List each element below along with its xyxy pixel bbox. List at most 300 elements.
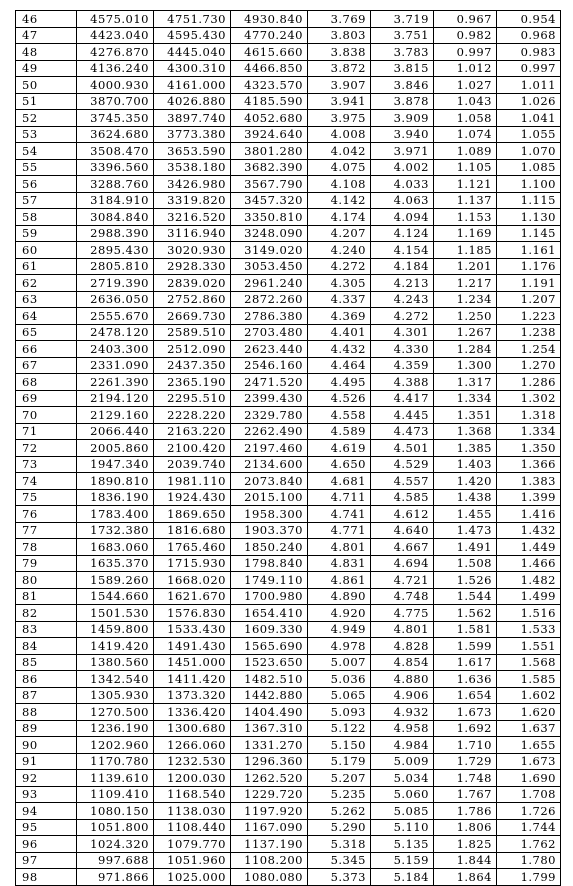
value-cell: 1380.560 <box>77 654 154 671</box>
value-cell: 1.729 <box>434 753 497 770</box>
value-cell: 2331.090 <box>77 357 154 374</box>
value-cell: 1668.020 <box>154 572 231 589</box>
value-cell: 4.042 <box>308 143 371 160</box>
row-index-cell: 96 <box>16 836 77 853</box>
value-cell: 4.831 <box>308 555 371 572</box>
value-cell: 1459.800 <box>77 621 154 638</box>
value-cell: 1300.680 <box>154 720 231 737</box>
value-cell: 1491.430 <box>154 638 231 655</box>
value-cell: 2073.840 <box>231 473 308 490</box>
value-cell: 4423.040 <box>77 27 154 44</box>
table-row <box>16 456 561 473</box>
value-cell: 4615.660 <box>231 44 308 61</box>
value-cell: 5.110 <box>371 819 434 836</box>
table-row <box>16 275 561 292</box>
value-cell: 1.508 <box>434 555 497 572</box>
table-row <box>16 390 561 407</box>
value-cell: 1.185 <box>434 242 497 259</box>
value-cell: 4.305 <box>308 275 371 292</box>
value-cell: 3745.350 <box>77 110 154 127</box>
value-cell: 5.179 <box>308 753 371 770</box>
table-row <box>16 539 561 556</box>
value-cell: 1523.650 <box>231 654 308 671</box>
value-cell: 0.997 <box>434 44 497 61</box>
value-cell: 4.432 <box>308 341 371 358</box>
row-index-cell: 52 <box>16 110 77 127</box>
value-cell: 3.719 <box>371 11 434 28</box>
table-row <box>16 555 561 572</box>
table-row <box>16 786 561 803</box>
row-index-cell: 65 <box>16 324 77 341</box>
value-cell: 3.872 <box>308 60 371 77</box>
value-cell: 1700.980 <box>231 588 308 605</box>
value-cell: 2669.730 <box>154 308 231 325</box>
value-cell: 1167.090 <box>231 819 308 836</box>
table-row <box>16 209 561 226</box>
value-cell: 1.602 <box>497 687 561 704</box>
value-cell: 4185.590 <box>231 93 308 110</box>
value-cell: 5.235 <box>308 786 371 803</box>
value-cell: 2546.160 <box>231 357 308 374</box>
value-cell: 4.741 <box>308 506 371 523</box>
value-cell: 1.043 <box>434 93 497 110</box>
value-cell: 1732.380 <box>77 522 154 539</box>
value-cell: 1.383 <box>497 473 561 490</box>
row-index-cell: 87 <box>16 687 77 704</box>
row-index-cell: 50 <box>16 77 77 94</box>
table-row <box>16 638 561 655</box>
value-cell: 3.878 <box>371 93 434 110</box>
value-cell: 1.636 <box>434 671 497 688</box>
value-cell: 5.345 <box>308 852 371 869</box>
value-cell: 4.890 <box>308 588 371 605</box>
value-cell: 1.544 <box>434 588 497 605</box>
value-cell: 2005.860 <box>77 440 154 457</box>
value-cell: 1.105 <box>434 159 497 176</box>
value-cell: 2129.160 <box>77 407 154 424</box>
value-cell: 3.941 <box>308 93 371 110</box>
value-cell: 0.997 <box>497 60 561 77</box>
row-index-cell: 86 <box>16 671 77 688</box>
value-cell: 1.366 <box>497 456 561 473</box>
value-cell: 3457.320 <box>231 192 308 209</box>
value-cell: 1.710 <box>434 737 497 754</box>
value-cell: 2262.490 <box>231 423 308 440</box>
value-cell: 3426.980 <box>154 176 231 193</box>
value-cell: 1.581 <box>434 621 497 638</box>
value-cell: 4323.570 <box>231 77 308 94</box>
value-cell: 1.284 <box>434 341 497 358</box>
value-cell: 1654.410 <box>231 605 308 622</box>
value-cell: 3116.940 <box>154 225 231 242</box>
value-cell: 3.803 <box>308 27 371 44</box>
value-cell: 2399.430 <box>231 390 308 407</box>
row-index-cell: 67 <box>16 357 77 374</box>
value-cell: 1.585 <box>497 671 561 688</box>
value-cell: 3248.090 <box>231 225 308 242</box>
value-cell: 4751.730 <box>154 11 231 28</box>
table-row <box>16 60 561 77</box>
value-cell: 3.971 <box>371 143 434 160</box>
value-cell: 1.121 <box>434 176 497 193</box>
table-row <box>16 819 561 836</box>
value-cell: 1051.960 <box>154 852 231 869</box>
value-cell: 971.866 <box>77 869 154 886</box>
value-cell: 1924.430 <box>154 489 231 506</box>
value-cell: 4.495 <box>308 374 371 391</box>
table-row <box>16 110 561 127</box>
value-cell: 1533.430 <box>154 621 231 638</box>
value-cell: 4.984 <box>371 737 434 754</box>
value-cell: 4.094 <box>371 209 434 226</box>
value-cell: 2988.390 <box>77 225 154 242</box>
table-row <box>16 605 561 622</box>
value-cell: 4.854 <box>371 654 434 671</box>
value-cell: 3149.020 <box>231 242 308 259</box>
row-index-cell: 63 <box>16 291 77 308</box>
value-cell: 1.100 <box>497 176 561 193</box>
value-cell: 4.619 <box>308 440 371 457</box>
value-cell: 4.771 <box>308 522 371 539</box>
value-cell: 1.780 <box>497 852 561 869</box>
value-cell: 1404.490 <box>231 704 308 721</box>
table-row <box>16 473 561 490</box>
table-row <box>16 225 561 242</box>
value-cell: 4.473 <box>371 423 434 440</box>
value-cell: 1336.420 <box>154 704 231 721</box>
value-cell: 1.012 <box>434 60 497 77</box>
value-cell: 4.063 <box>371 192 434 209</box>
value-cell: 4.694 <box>371 555 434 572</box>
value-cell: 1890.810 <box>77 473 154 490</box>
value-cell: 1.058 <box>434 110 497 127</box>
value-cell: 3.846 <box>371 77 434 94</box>
value-cell: 3216.520 <box>154 209 231 226</box>
value-cell: 1168.540 <box>154 786 231 803</box>
row-index-cell: 70 <box>16 407 77 424</box>
value-cell: 4.557 <box>371 473 434 490</box>
value-cell: 1798.840 <box>231 555 308 572</box>
value-cell: 4.240 <box>308 242 371 259</box>
value-cell: 4930.840 <box>231 11 308 28</box>
value-cell: 3396.560 <box>77 159 154 176</box>
value-cell: 4.033 <box>371 176 434 193</box>
value-cell: 1.568 <box>497 654 561 671</box>
table-row <box>16 341 561 358</box>
value-cell: 2066.440 <box>77 423 154 440</box>
value-cell: 1836.190 <box>77 489 154 506</box>
row-index-cell: 94 <box>16 803 77 820</box>
value-cell: 1.786 <box>434 803 497 820</box>
value-cell: 3801.280 <box>231 143 308 160</box>
row-index-cell: 68 <box>16 374 77 391</box>
value-cell: 1411.420 <box>154 671 231 688</box>
value-cell: 4.272 <box>308 258 371 275</box>
value-cell: 4.008 <box>308 126 371 143</box>
value-cell: 1.806 <box>434 819 497 836</box>
table-row <box>16 258 561 275</box>
value-cell: 1.416 <box>497 506 561 523</box>
row-index-cell: 57 <box>16 192 77 209</box>
value-cell: 2228.220 <box>154 407 231 424</box>
table-row <box>16 753 561 770</box>
value-cell: 1609.330 <box>231 621 308 638</box>
value-cell: 997.688 <box>77 852 154 869</box>
row-index-cell: 51 <box>16 93 77 110</box>
value-cell: 3.815 <box>371 60 434 77</box>
value-cell: 5.159 <box>371 852 434 869</box>
row-index-cell: 92 <box>16 770 77 787</box>
value-cell: 1.334 <box>497 423 561 440</box>
value-cell: 1.169 <box>434 225 497 242</box>
row-index-cell: 72 <box>16 440 77 457</box>
value-cell: 4.801 <box>308 539 371 556</box>
value-cell: 2163.220 <box>154 423 231 440</box>
value-cell: 2872.260 <box>231 291 308 308</box>
row-index-cell: 90 <box>16 737 77 754</box>
value-cell: 4.721 <box>371 572 434 589</box>
row-index-cell: 97 <box>16 852 77 869</box>
value-cell: 0.983 <box>497 44 561 61</box>
table-row <box>16 77 561 94</box>
value-cell: 1.267 <box>434 324 497 341</box>
table-row <box>16 324 561 341</box>
value-cell: 4276.870 <box>77 44 154 61</box>
value-cell: 1.562 <box>434 605 497 622</box>
value-cell: 2786.380 <box>231 308 308 325</box>
value-cell: 1.473 <box>434 522 497 539</box>
value-cell: 3350.810 <box>231 209 308 226</box>
value-cell: 1.318 <box>497 407 561 424</box>
value-cell: 1482.510 <box>231 671 308 688</box>
value-cell: 1270.500 <box>77 704 154 721</box>
value-cell: 1749.110 <box>231 572 308 589</box>
table-row <box>16 93 561 110</box>
value-cell: 3053.450 <box>231 258 308 275</box>
row-index-cell: 73 <box>16 456 77 473</box>
value-cell: 4.243 <box>371 291 434 308</box>
value-cell: 4.359 <box>371 357 434 374</box>
table-row <box>16 357 561 374</box>
value-cell: 1.317 <box>434 374 497 391</box>
value-cell: 0.954 <box>497 11 561 28</box>
value-cell: 2928.330 <box>154 258 231 275</box>
value-cell: 1.350 <box>497 440 561 457</box>
value-cell: 1.673 <box>434 704 497 721</box>
row-index-cell: 60 <box>16 242 77 259</box>
table-body <box>16 11 561 886</box>
value-cell: 1816.680 <box>154 522 231 539</box>
table-row <box>16 192 561 209</box>
value-cell: 1229.720 <box>231 786 308 803</box>
value-cell: 1109.410 <box>77 786 154 803</box>
value-cell: 2329.780 <box>231 407 308 424</box>
row-index-cell: 58 <box>16 209 77 226</box>
value-cell: 3924.640 <box>231 126 308 143</box>
value-cell: 4575.010 <box>77 11 154 28</box>
value-cell: 1.825 <box>434 836 497 853</box>
value-cell: 1.864 <box>434 869 497 886</box>
value-cell: 4.748 <box>371 588 434 605</box>
value-cell: 2403.300 <box>77 341 154 358</box>
value-cell: 1.027 <box>434 77 497 94</box>
table-row <box>16 687 561 704</box>
value-cell: 2039.740 <box>154 456 231 473</box>
value-cell: 3.751 <box>371 27 434 44</box>
value-cell: 5.007 <box>308 654 371 671</box>
table-row <box>16 308 561 325</box>
value-cell: 1.708 <box>497 786 561 803</box>
value-cell: 2623.440 <box>231 341 308 358</box>
table-row <box>16 176 561 193</box>
value-cell: 5.290 <box>308 819 371 836</box>
value-cell: 1.041 <box>497 110 561 127</box>
value-cell: 4.002 <box>371 159 434 176</box>
value-cell: 2365.190 <box>154 374 231 391</box>
value-cell: 1.223 <box>497 308 561 325</box>
value-cell: 4.667 <box>371 539 434 556</box>
value-cell: 1.654 <box>434 687 497 704</box>
row-index-cell: 54 <box>16 143 77 160</box>
table-row <box>16 489 561 506</box>
value-cell: 4.861 <box>308 572 371 589</box>
value-cell: 4.337 <box>308 291 371 308</box>
table-row <box>16 423 561 440</box>
value-cell: 4.681 <box>308 473 371 490</box>
value-cell: 1.070 <box>497 143 561 160</box>
value-cell: 1.207 <box>497 291 561 308</box>
value-cell: 2961.240 <box>231 275 308 292</box>
row-index-cell: 53 <box>16 126 77 143</box>
value-cell: 4.828 <box>371 638 434 655</box>
table-row <box>16 671 561 688</box>
value-cell: 1.690 <box>497 770 561 787</box>
value-cell: 1.368 <box>434 423 497 440</box>
value-cell: 1331.270 <box>231 737 308 754</box>
row-index-cell: 74 <box>16 473 77 490</box>
value-cell: 3567.790 <box>231 176 308 193</box>
value-cell: 5.135 <box>371 836 434 853</box>
row-index-cell: 55 <box>16 159 77 176</box>
value-cell: 4.920 <box>308 605 371 622</box>
value-cell: 1373.320 <box>154 687 231 704</box>
value-cell: 5.065 <box>308 687 371 704</box>
row-index-cell: 79 <box>16 555 77 572</box>
value-cell: 2589.510 <box>154 324 231 341</box>
value-cell: 2261.390 <box>77 374 154 391</box>
value-cell: 4445.040 <box>154 44 231 61</box>
table-row <box>16 159 561 176</box>
value-cell: 1.145 <box>497 225 561 242</box>
value-cell: 4.612 <box>371 506 434 523</box>
value-cell: 1.748 <box>434 770 497 787</box>
value-cell: 5.373 <box>308 869 371 886</box>
value-cell: 1.201 <box>434 258 497 275</box>
value-cell: 4.124 <box>371 225 434 242</box>
value-cell: 2895.430 <box>77 242 154 259</box>
value-cell: 4.585 <box>371 489 434 506</box>
value-cell: 1.438 <box>434 489 497 506</box>
row-index-cell: 77 <box>16 522 77 539</box>
value-cell: 1.499 <box>497 588 561 605</box>
value-cell: 1266.060 <box>154 737 231 754</box>
value-cell: 4161.000 <box>154 77 231 94</box>
value-cell: 2134.600 <box>231 456 308 473</box>
row-index-cell: 88 <box>16 704 77 721</box>
row-index-cell: 89 <box>16 720 77 737</box>
row-index-cell: 66 <box>16 341 77 358</box>
value-cell: 1783.400 <box>77 506 154 523</box>
row-index-cell: 83 <box>16 621 77 638</box>
value-cell: 4.075 <box>308 159 371 176</box>
row-index-cell: 75 <box>16 489 77 506</box>
row-index-cell: 47 <box>16 27 77 44</box>
value-cell: 1232.530 <box>154 753 231 770</box>
value-cell: 3288.760 <box>77 176 154 193</box>
value-cell: 5.093 <box>308 704 371 721</box>
value-cell: 5.262 <box>308 803 371 820</box>
row-index-cell: 46 <box>16 11 77 28</box>
value-cell: 4595.430 <box>154 27 231 44</box>
table-row <box>16 852 561 869</box>
table-row <box>16 621 561 638</box>
value-cell: 4.108 <box>308 176 371 193</box>
value-cell: 4.142 <box>308 192 371 209</box>
value-cell: 5.009 <box>371 753 434 770</box>
row-index-cell: 48 <box>16 44 77 61</box>
value-cell: 1.617 <box>434 654 497 671</box>
value-cell: 1137.190 <box>231 836 308 853</box>
value-cell: 1.726 <box>497 803 561 820</box>
value-cell: 1.026 <box>497 93 561 110</box>
row-index-cell: 49 <box>16 60 77 77</box>
value-cell: 1080.150 <box>77 803 154 820</box>
value-cell: 4.978 <box>308 638 371 655</box>
table-row <box>16 143 561 160</box>
value-cell: 1079.770 <box>154 836 231 853</box>
value-cell: 2512.090 <box>154 341 231 358</box>
value-cell: 1024.320 <box>77 836 154 853</box>
value-cell: 4.417 <box>371 390 434 407</box>
value-cell: 4.526 <box>308 390 371 407</box>
value-cell: 1080.080 <box>231 869 308 886</box>
value-cell: 1850.240 <box>231 539 308 556</box>
value-cell: 3.907 <box>308 77 371 94</box>
row-index-cell: 62 <box>16 275 77 292</box>
value-cell: 4466.850 <box>231 60 308 77</box>
value-cell: 1342.540 <box>77 671 154 688</box>
value-cell: 4770.240 <box>231 27 308 44</box>
value-cell: 1501.530 <box>77 605 154 622</box>
value-cell: 4.801 <box>371 621 434 638</box>
value-cell: 1451.000 <box>154 654 231 671</box>
row-index-cell: 59 <box>16 225 77 242</box>
table-row <box>16 374 561 391</box>
value-cell: 2478.120 <box>77 324 154 341</box>
value-cell: 4.775 <box>371 605 434 622</box>
value-cell: 1.302 <box>497 390 561 407</box>
value-cell: 1.399 <box>497 489 561 506</box>
value-cell: 1.449 <box>497 539 561 556</box>
value-cell: 1.762 <box>497 836 561 853</box>
table-row <box>16 704 561 721</box>
value-cell: 4136.240 <box>77 60 154 77</box>
value-cell: 4.174 <box>308 209 371 226</box>
value-cell: 2295.510 <box>154 390 231 407</box>
value-cell: 1108.200 <box>231 852 308 869</box>
row-index-cell: 61 <box>16 258 77 275</box>
value-cell: 2636.050 <box>77 291 154 308</box>
